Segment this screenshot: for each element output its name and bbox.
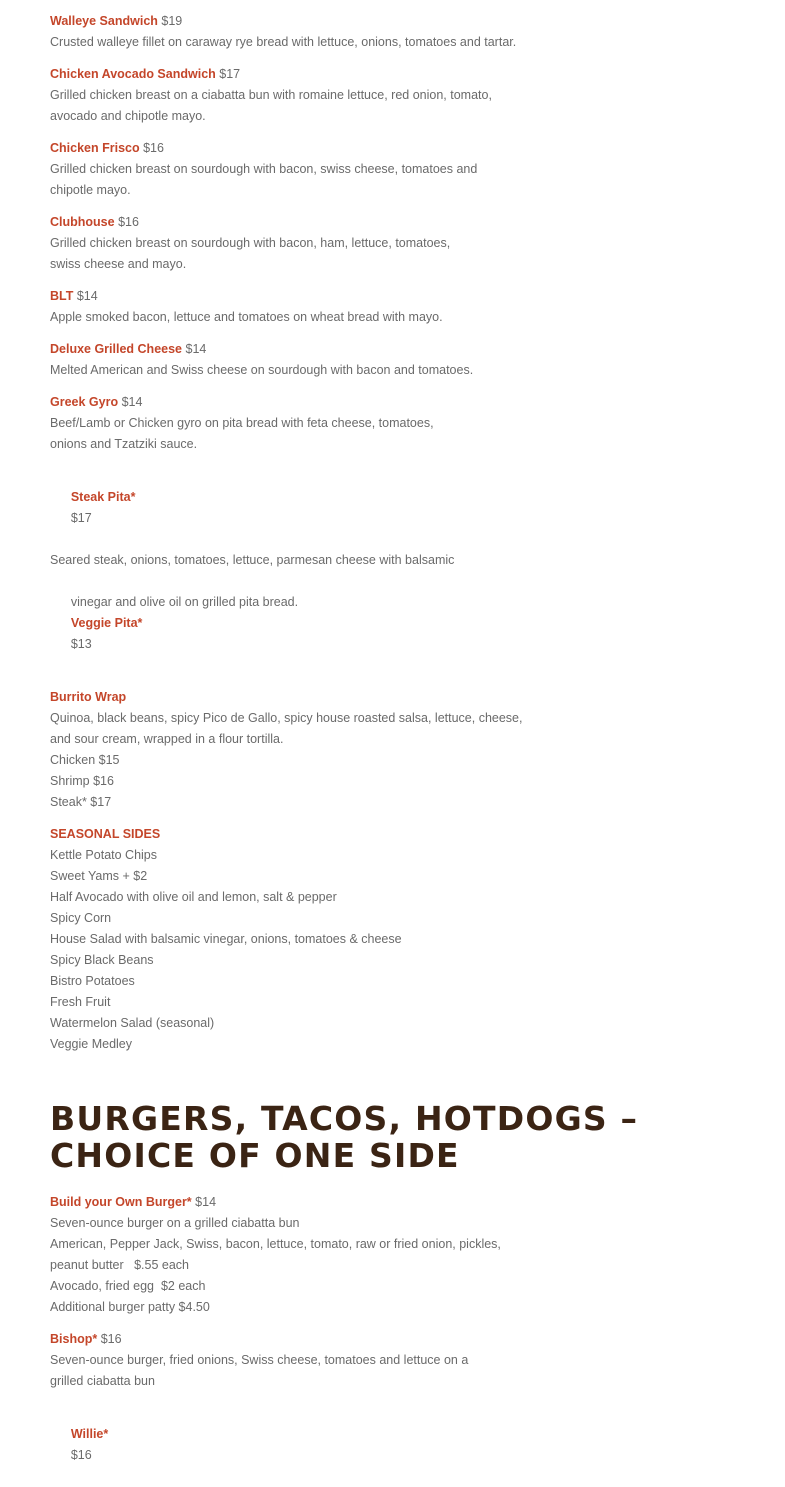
- item-name: Build your Own Burger*: [50, 1195, 192, 1209]
- item-price: $14: [195, 1195, 217, 1209]
- item-description: Seven-ounce burger on a grilled ciabatta bun: [50, 1216, 300, 1230]
- seasonal-sides: [50, 824, 750, 1055]
- item-price: $16: [100, 1332, 122, 1346]
- item-description: Grilled chicken breast on sourdough with bacon, ham, lettuce, tomatoes,: [50, 236, 451, 250]
- item-description: Apple smoked bacon, lettuce and tomatoes on wheat bread with mayo.: [50, 310, 443, 324]
- menu-item: [50, 212, 750, 275]
- burrito-option: Shrimp $16: [50, 774, 114, 788]
- item-price: $16: [70, 1448, 92, 1462]
- menu-item: [50, 286, 750, 328]
- item-description: vinegar and olive oil on grilled pita bread.: [70, 595, 299, 609]
- side-item: House Salad with balsamic vinegar, onions, tomatoes & cheese: [50, 932, 402, 946]
- item-price: $14: [121, 395, 143, 409]
- side-item: Veggie Medley: [50, 1037, 133, 1051]
- menu-item: [50, 392, 750, 455]
- item-description: Quinoa, black beans, spicy Pico de Gallo, spicy house roasted salsa, lettuce, cheese,: [50, 711, 523, 725]
- burrito-option: Chicken $15: [50, 753, 120, 767]
- item-name: Willie*: [70, 1427, 109, 1441]
- side-item: Half Avocado with olive oil and lemon, salt & pepper: [50, 890, 337, 904]
- item-name: BLT: [50, 289, 74, 303]
- menu-item-burrito-wrap: [50, 687, 750, 813]
- item-description: Crusted walleye fillet on caraway rye bread with lettuce, onions, tomatoes and tartar.: [50, 35, 517, 49]
- item-price: $19: [161, 14, 183, 28]
- side-item: Fresh Fruit: [50, 995, 111, 1009]
- item-description: Seven-ounce burger, fried onions, Swiss cheese, tomatoes and lettuce on a: [50, 1353, 469, 1367]
- section-heading: BURGERS, TACOS, HOTDOGS – CHOICE OF ONE SIDE: [50, 1099, 639, 1175]
- sides-title: SEASONAL SIDES: [50, 827, 161, 841]
- item-description: swiss cheese and mayo.: [50, 257, 187, 271]
- menu-item: [50, 1192, 750, 1318]
- item-name-veggie-pita: Veggie Pita*: [70, 616, 143, 630]
- item-name: Steak Pita*: [70, 490, 136, 504]
- side-item: Watermelon Salad (seasonal): [50, 1016, 215, 1030]
- item-description: Grilled chicken breast on sourdough with bacon, swiss cheese, tomatoes and: [50, 162, 478, 176]
- menu-item: [50, 339, 750, 381]
- item-description: onions and Tzatziki sauce.: [50, 437, 198, 451]
- sandwich-list: [50, 11, 750, 455]
- menu-item: [50, 1329, 750, 1392]
- menu-item: [50, 64, 750, 127]
- sides-list: [50, 845, 750, 1055]
- item-description: Avocado, fried egg $2 each: [50, 1279, 206, 1293]
- side-item: Sweet Yams + $2: [50, 869, 148, 883]
- side-item: Bistro Potatoes: [50, 974, 135, 988]
- item-name: Clubhouse: [50, 215, 115, 229]
- item-price: $16: [143, 141, 164, 155]
- menu-item-willie: [50, 1403, 750, 1462]
- item-description: Beef/Lamb or Chicken gyro on pita bread with feta cheese, tomatoes,: [50, 416, 434, 430]
- item-price-veggie-pita: $13: [70, 637, 92, 651]
- item-description: peanut butter $.55 each: [50, 1258, 189, 1272]
- menu-item: [50, 11, 750, 53]
- item-description: grilled ciabatta bun: [50, 1374, 155, 1388]
- item-name: Walleye Sandwich: [50, 14, 158, 28]
- item-name: Bishop*: [50, 1332, 98, 1346]
- item-price: $17: [219, 67, 241, 81]
- menu-item-steak-pita: [50, 466, 750, 676]
- item-name: Deluxe Grilled Cheese: [50, 342, 183, 356]
- item-price: $16: [118, 215, 139, 229]
- side-item: Spicy Black Beans: [50, 953, 154, 967]
- item-description: Additional burger patty $4.50: [50, 1300, 210, 1314]
- item-description: Melted American and Swiss cheese on sourdough with bacon and tomatoes.: [50, 363, 474, 377]
- item-description: American, Pepper Jack, Swiss, bacon, lettuce, tomato, raw or fried onion, pickles,: [50, 1237, 501, 1251]
- item-name: Greek Gyro: [50, 395, 119, 409]
- burger-list: [50, 1192, 750, 1392]
- item-description: and sour cream, wrapped in a flour tortilla.: [50, 732, 284, 746]
- side-item: Kettle Potato Chips: [50, 848, 158, 862]
- item-price: $14: [185, 342, 207, 356]
- item-description: chipotle mayo.: [50, 183, 131, 197]
- item-description: Seared steak, onions, tomatoes, lettuce, parmesan cheese with balsamic: [50, 553, 455, 567]
- item-price: $14: [76, 289, 98, 303]
- item-price: $17: [70, 511, 92, 525]
- menu-item: [50, 138, 750, 201]
- item-name: Burrito Wrap: [50, 690, 127, 704]
- burrito-option: Steak* $17: [50, 795, 112, 809]
- item-description: avocado and chipotle mayo.: [50, 109, 206, 123]
- item-name: Chicken Avocado Sandwich: [50, 67, 216, 81]
- item-description: Grilled chicken breast on a ciabatta bun with romaine lettuce, red onion, tomato,: [50, 88, 492, 102]
- side-item: Spicy Corn: [50, 911, 112, 925]
- item-name: Chicken Frisco: [50, 141, 140, 155]
